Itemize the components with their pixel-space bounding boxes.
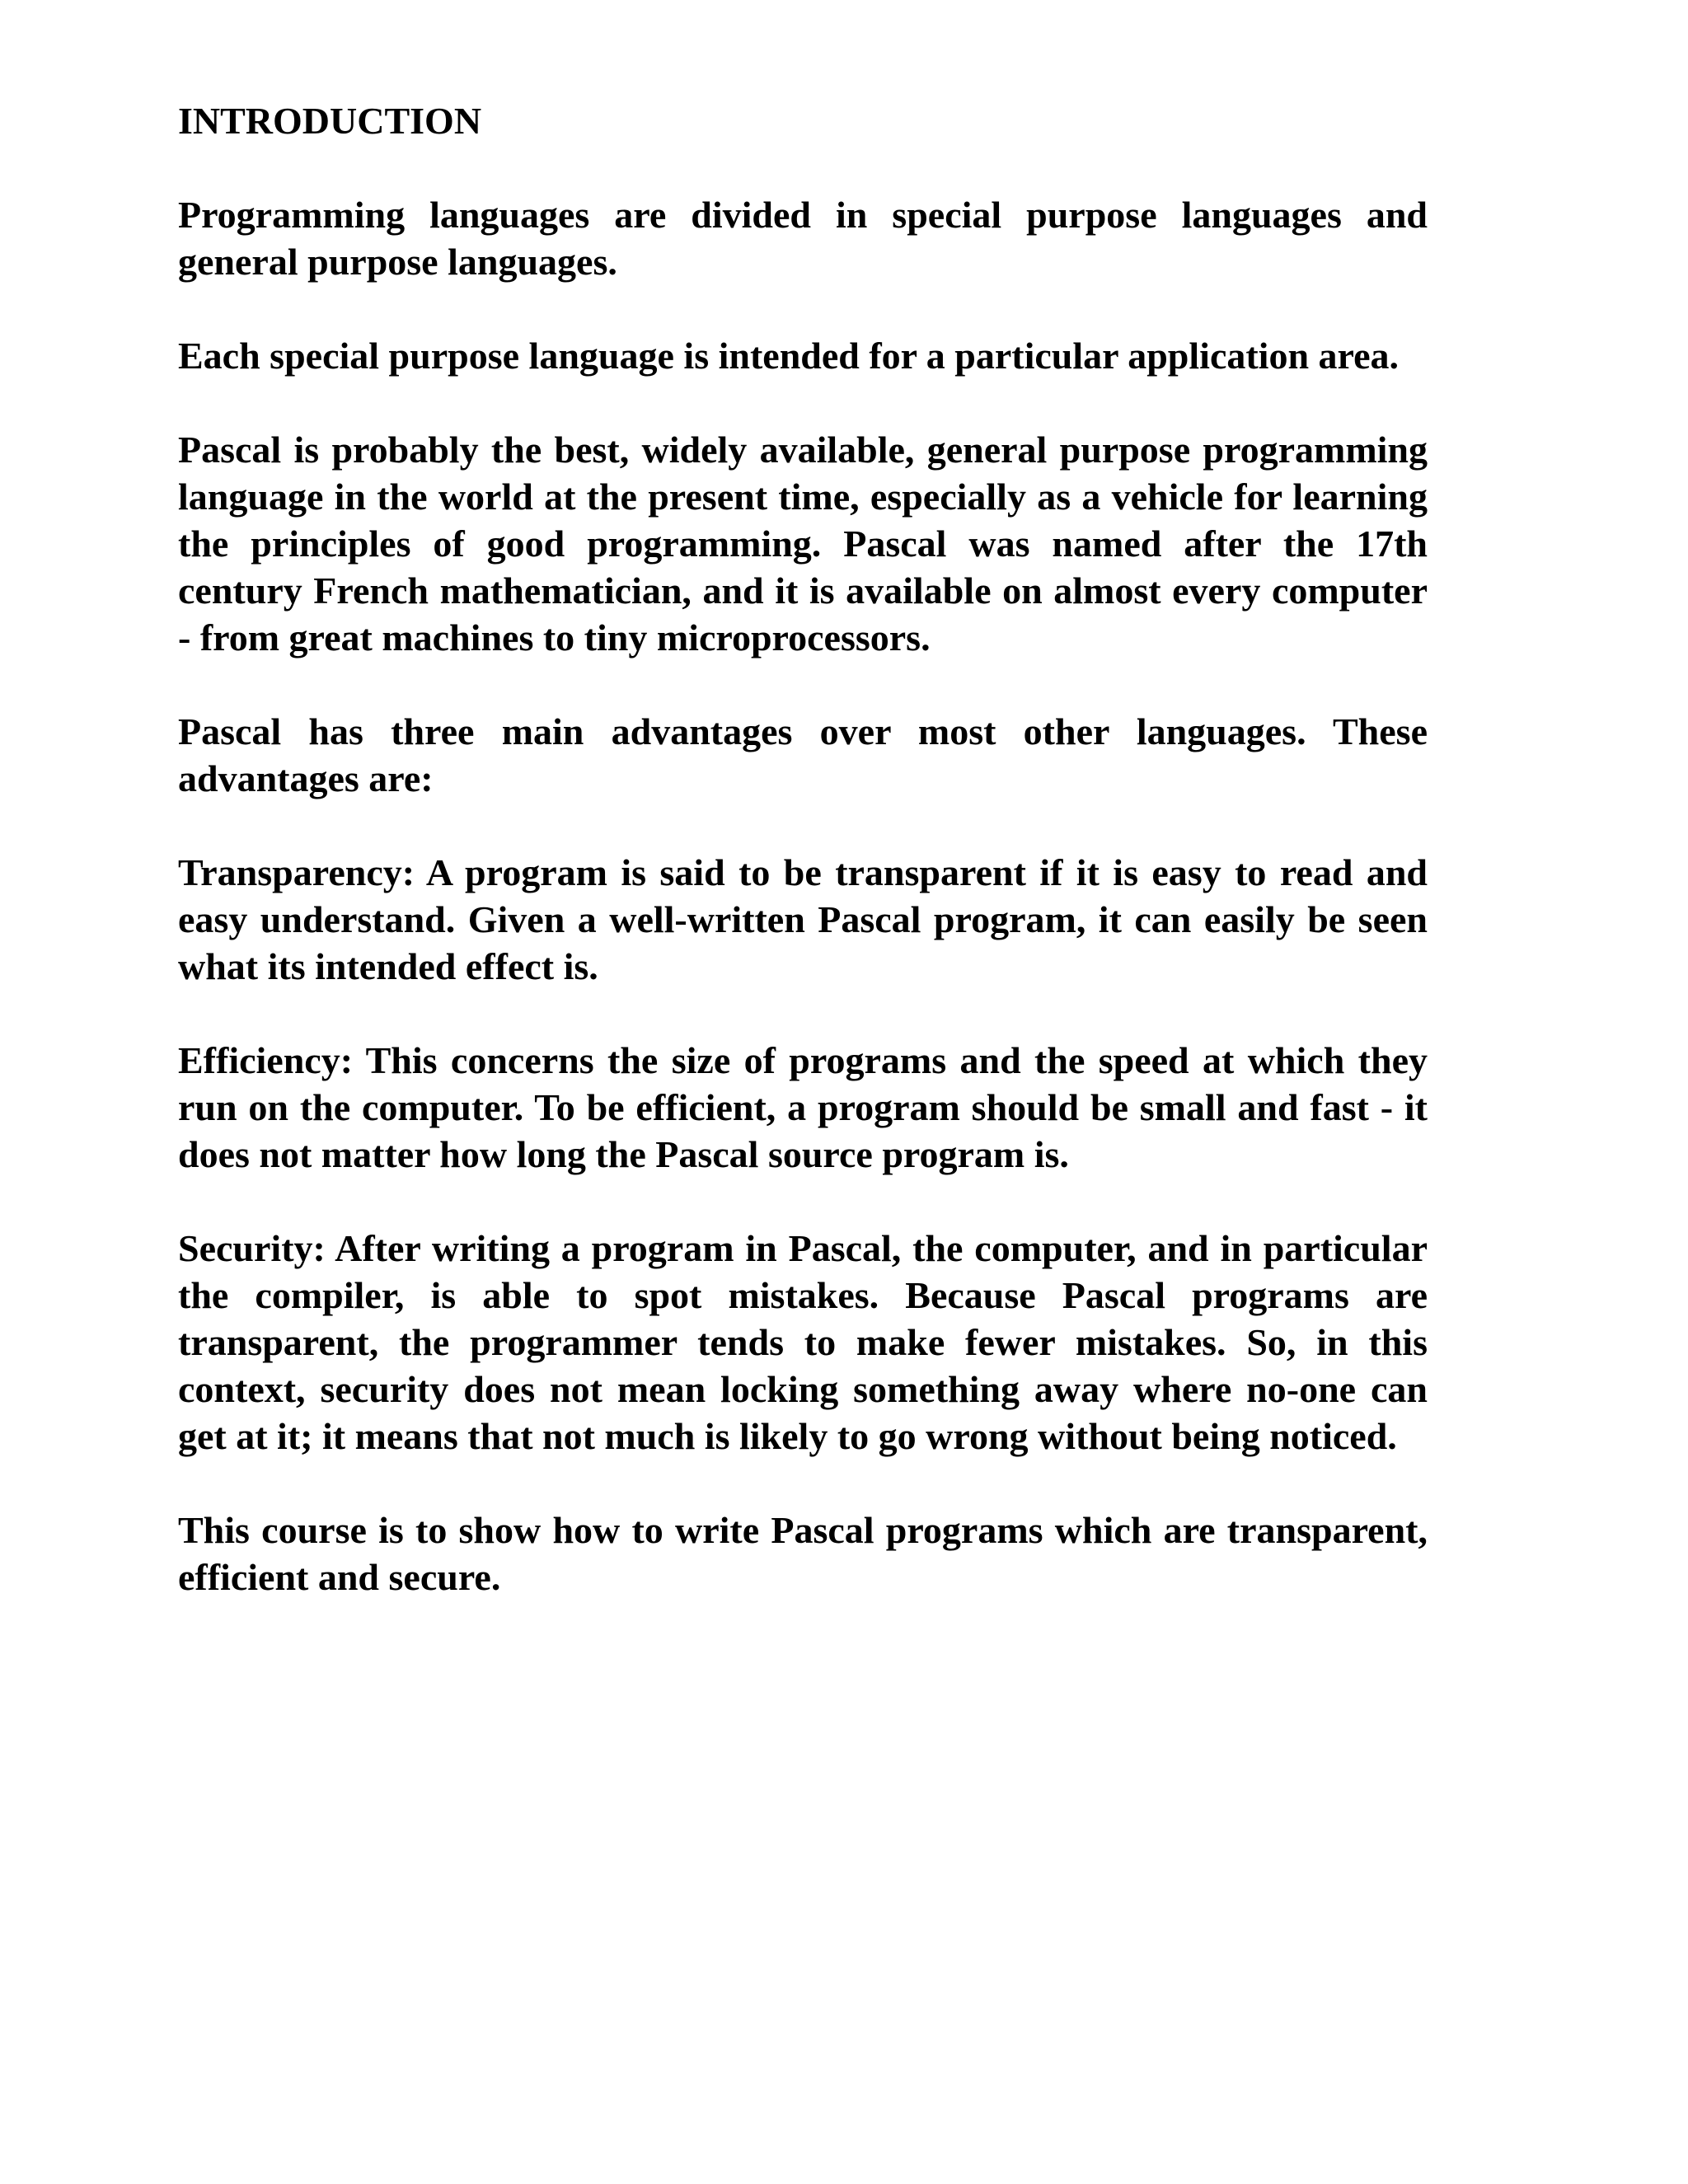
paragraph-transparency: Transparency: A program is said to be transparent if it is easy to read and easy understand. Given a well-written Pascal program, it can easily be seen what its intended effect is. xyxy=(178,851,1428,987)
paragraph-course-goal: This course is to show how to write Pascal programs which are transparent, efficient and secure. xyxy=(178,1509,1428,1598)
paragraph-security: Security: After writing a program in Pascal, the computer, and in particular the compiler, is able to spot mistakes. Because Pascal programs are transparent, the programmer tends to make fewer mistakes. So, in this context, security does not mean locking something away where no-one can get at it; it means that not much is likely to go wrong without being noticed. xyxy=(178,1227,1428,1457)
paragraph-special-purpose: Each special purpose language is intended for a particular application area. xyxy=(178,335,1400,377)
document-page xyxy=(178,97,1428,1601)
paragraph-languages: Programming languages are divided in special purpose languages and general purpose languages. xyxy=(178,194,1428,283)
page-title: INTRODUCTION xyxy=(178,100,482,142)
paragraph-efficiency: Efficiency: This concerns the size of programs and the speed at which they run on the computer. To be efficient, a program should be small and fast - it does not matter how long the Pascal source program is. xyxy=(178,1039,1428,1175)
paragraph-advantages-intro: Pascal has three main advantages over most other languages. These advantages are: xyxy=(178,710,1428,799)
paragraph-pascal-overview: Pascal is probably the best, widely available, general purpose programming language in the world at the present time, especially as a vehicle for learning the principles of good programming. Pascal was named after the 17th century French mathematician, and it is available on almost every computer - from great machines to tiny microprocessors. xyxy=(178,429,1428,658)
